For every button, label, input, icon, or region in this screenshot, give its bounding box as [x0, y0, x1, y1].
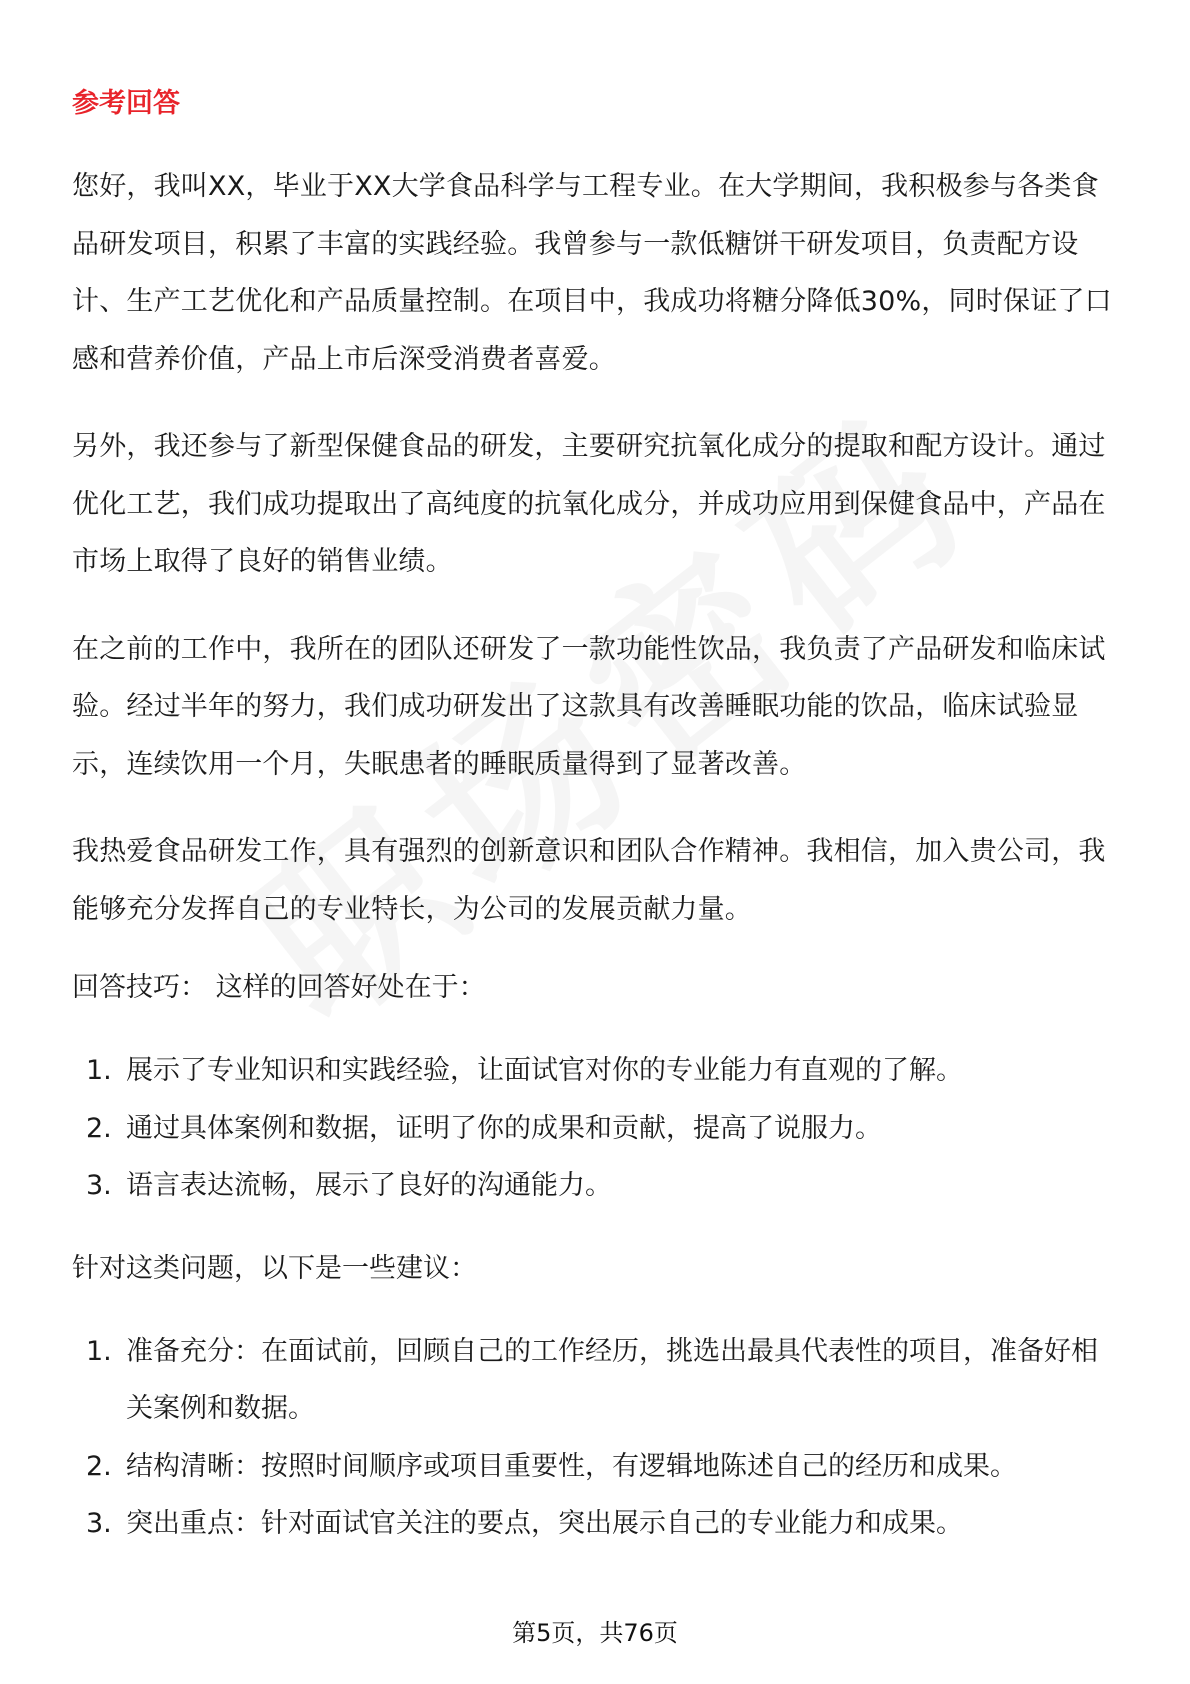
list-number: 1. — [86, 1055, 112, 1086]
list-number: 2. — [86, 1450, 112, 1482]
answer-paragraph-4: 我热爱食品研发工作，具有强烈的创新意识和团队合作精神。我相信，加入贵公司，我能够充分发挥自己的专业特长，为公司的发展贡献力量。 — [72, 836, 1106, 925]
tips-list-item — [72, 1042, 1122, 1100]
tips-list — [72, 1042, 1122, 1215]
list-item-text: 结构清晰：按照时间顺序或项目重要性，有逻辑地陈述自己的经历和成果。 — [126, 1450, 1017, 1482]
answer-paragraph-3: 在之前的工作中，我所在的团队还研发了一款功能性饮品，我负责了产品研发和临床试验。经过半年的努力，我们成功研发出了这款具有改善睡眠功能的饮品，临床试验显示，连续饮用一个月，失眠患者的睡眠质量得到了显著改善。 — [72, 633, 1106, 780]
page-number: 第5页，共76页 — [512, 1619, 678, 1647]
list-item-text: 通过具体案例和数据，证明了你的成果和贡献，提高了说服力。 — [126, 1112, 882, 1144]
answer-paragraph-1: 您好，我叫XX，毕业于XX大学食品科学与工程专业。在大学期间，我积极参与各类食品研发项目，积累了丰富的实践经验。我曾参与一款低糖饼干研发项目，负责配方设计、生产工艺优化和产品质量控制。在项目中，我成功将糖分降低30%，同时保证了口感和营养价值，产品上市后深受消费者喜爱。 — [72, 171, 1112, 375]
answer-paragraph-2: 另外，我还参与了新型保健食品的研发，主要研究抗氧化成分的提取和配方设计。通过优化工艺，我们成功提取出了高纯度的抗氧化成分，并成功应用到保健食品中，产品在市场上取得了良好的销售业绩。 — [72, 431, 1106, 577]
list-number: 1. — [86, 1335, 112, 1367]
tips-list-item — [72, 1100, 1122, 1158]
list-item-text: 语言表达流畅，展示了良好的沟通能力。 — [126, 1170, 612, 1201]
list-number: 3. — [86, 1508, 112, 1539]
list-item-text: 准备充分：在面试前，回顾自己的工作经历，挑选出最具代表性的项目，准备好相关案例和数据。 — [126, 1335, 1098, 1424]
advice-label: 针对这类问题，以下是一些建议： — [72, 1252, 477, 1284]
list-number: 2. — [86, 1112, 112, 1144]
list-item-text: 突出重点：针对面试官关注的要点，突出展示自己的专业能力和成果。 — [126, 1508, 963, 1539]
advice-list — [72, 1323, 1122, 1553]
tips-label: 回答技巧： 这样的回答好处在于： — [72, 972, 486, 1003]
section-heading: 参考回答 — [72, 88, 180, 119]
list-number: 3. — [86, 1170, 112, 1201]
page-content — [72, 84, 1122, 1587]
advice-list-item — [72, 1495, 1122, 1553]
tips-list-item — [72, 1157, 1122, 1215]
list-item-text: 展示了专业知识和实践经验，让面试官对你的专业能力有直观的了解。 — [126, 1055, 963, 1086]
advice-list-item — [72, 1323, 1122, 1438]
advice-list-item — [72, 1438, 1122, 1496]
